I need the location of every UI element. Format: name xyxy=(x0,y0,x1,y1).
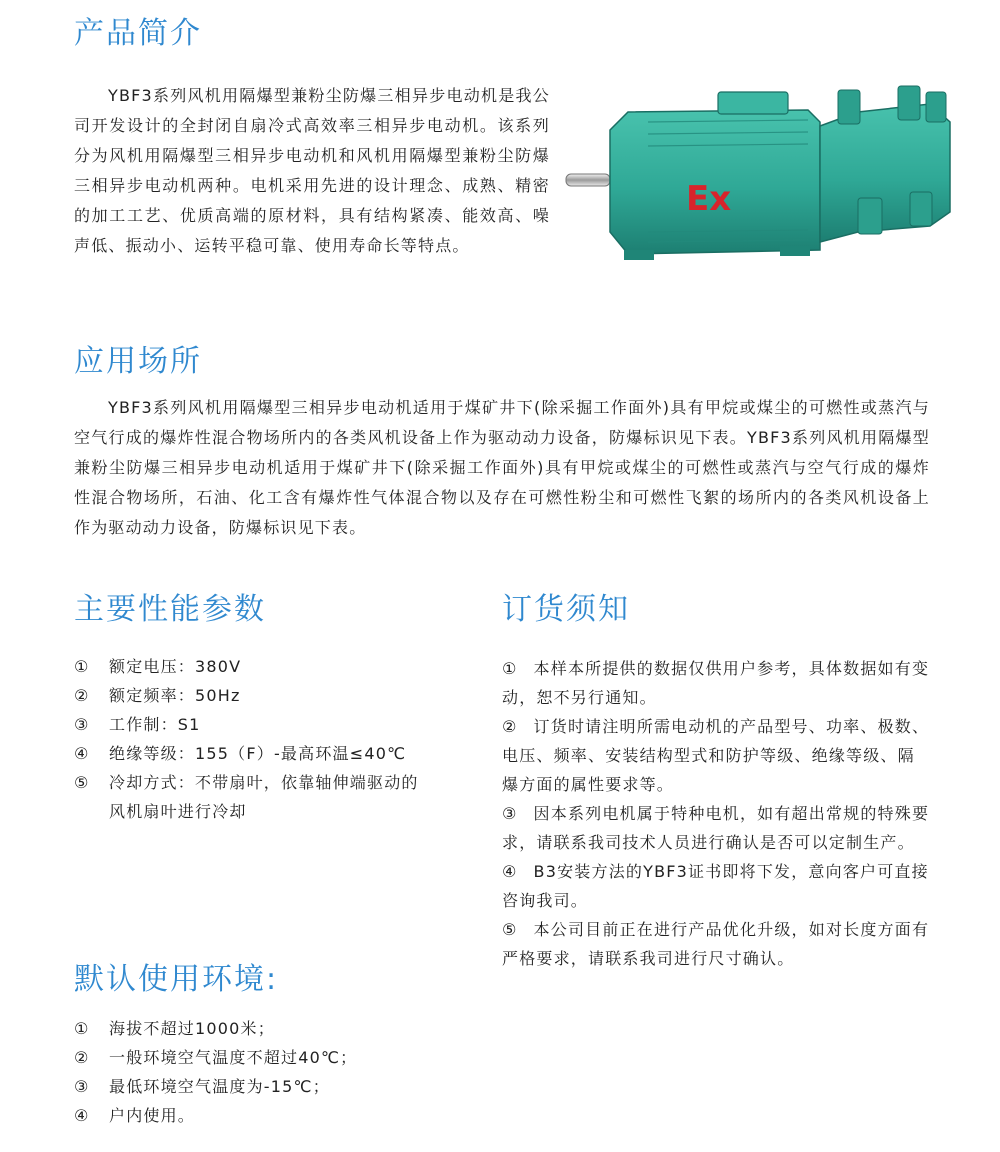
item-text: 因本系列电机属于特种电机，如有超出常规的特殊要求，请联系我司技术人员进行确认是否可以定制生产。 xyxy=(502,804,930,852)
params-list xyxy=(74,652,454,826)
list-item xyxy=(74,710,454,739)
item-text: 冷却方式：不带扇叶，依靠轴伸端驱动的风机扇叶进行冷却 xyxy=(109,773,419,821)
item-text: 最低环境空气温度为-15℃； xyxy=(109,1077,330,1096)
ordering-heading: 订货须知 xyxy=(502,592,630,627)
item-number: ④ xyxy=(502,862,518,881)
item-text: 绝缘等级：155（F）-最高环温≤40℃ xyxy=(109,744,407,763)
list-item xyxy=(502,857,930,915)
item-number: ③ xyxy=(502,804,518,823)
environment-list xyxy=(74,1014,474,1130)
params-heading: 主要性能参数 xyxy=(74,592,266,627)
list-item xyxy=(74,681,454,710)
item-number: ③ xyxy=(74,715,90,734)
item-number: ② xyxy=(74,1048,90,1067)
item-number: ⑤ xyxy=(502,920,518,939)
item-text: 本公司目前正在进行产品优化升级，如对长度方面有严格要求，请联系我司进行尺寸确认。 xyxy=(502,920,930,968)
item-number: ① xyxy=(502,659,518,678)
ex-label: Ex xyxy=(686,179,732,219)
item-text: 海拔不超过1000米； xyxy=(109,1019,275,1038)
item-text: 额定频率：50Hz xyxy=(109,686,241,705)
application-heading: 应用场所 xyxy=(74,344,202,379)
item-number: ⑤ xyxy=(74,773,90,792)
list-item xyxy=(74,739,454,768)
item-number: ② xyxy=(502,717,518,736)
item-text: 工作制：S1 xyxy=(109,715,201,734)
motor-image xyxy=(558,82,958,282)
list-item xyxy=(74,1014,474,1043)
intro-paragraph: YBF3系列风机用隔爆型兼粉尘防爆三相异步电动机是我公司开发设计的全封闭自扇冷式高效率三相异步电动机。该系列分为风机用隔爆型三相异步电动机和风机用隔爆型兼粉尘防爆三相异步电动机两种。电机采用先进的设计理念、成熟、精密的加工工艺、优质高端的原材料，具有结构紧凑、能效高、噪声低、振动小、运转平稳可靠、使用寿命长等特点。 xyxy=(74,86,550,255)
item-text: 额定电压：380V xyxy=(109,657,242,676)
item-number: ① xyxy=(74,1019,90,1038)
list-item xyxy=(502,712,930,799)
item-text: 户内使用。 xyxy=(109,1106,196,1125)
environment-heading: 默认使用环境: xyxy=(74,962,279,997)
list-item xyxy=(502,799,930,857)
list-item xyxy=(74,1043,474,1072)
item-text: 本样本所提供的数据仅供用户参考，具体数据如有变动，恕不另行通知。 xyxy=(502,659,930,707)
list-item xyxy=(74,1101,474,1130)
item-number: ② xyxy=(74,686,90,705)
item-number: ④ xyxy=(74,744,90,763)
item-number: ③ xyxy=(74,1077,90,1096)
item-number: ① xyxy=(74,657,90,676)
intro-heading: 产品简介 xyxy=(74,16,202,51)
list-item xyxy=(74,652,454,681)
list-item xyxy=(502,654,930,712)
list-item xyxy=(502,915,930,973)
ordering-list xyxy=(502,654,930,973)
item-text: B3安装方法的YBF3证书即将下发，意向客户可直接咨询我司。 xyxy=(502,862,929,910)
list-item xyxy=(74,768,419,826)
item-text: 一般环境空气温度不超过40℃； xyxy=(109,1048,358,1067)
application-paragraph: YBF3系列风机用隔爆型三相异步电动机适用于煤矿井下(除采掘工作面外)具有甲烷或煤尘的可燃性或蒸汽与空气行成的爆炸性混合物场所内的各类风机设备上作为驱动动力设备，防爆标识见下表。YBF3系列风机用隔爆型兼粉尘防爆三相异步电动机适用于煤矿井下(除采掘工作面外)具有甲烷或煤尘的可燃性或蒸汽与空气行成的爆炸性混合物场所，石油、化工含有爆炸性气体混合物以及存在可燃性粉尘和可燃性飞絮的场所内的各类风机设备上作为驱动动力设备，防爆标识见下表。 xyxy=(74,398,930,537)
list-item xyxy=(74,1072,474,1101)
item-number: ④ xyxy=(74,1106,90,1125)
item-text: 订货时请注明所需电动机的产品型号、功率、极数、电压、频率、安装结构型式和防护等级、绝缘等级、隔爆方面的属性要求等。 xyxy=(502,717,930,794)
